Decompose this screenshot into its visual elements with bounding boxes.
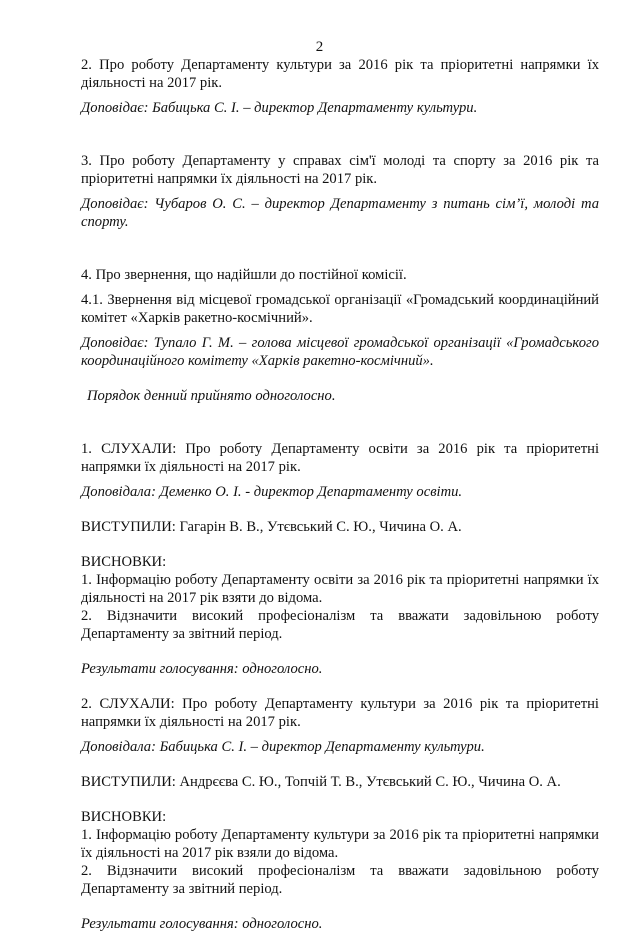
conclusion-item: 2. Відзначити високий професіоналізм та вважати задовільною роботу Департаменту за звітний період. — [81, 863, 599, 897]
section-speaker: Доповідала: Деменко О. І. - директор Департаменту освіти. — [81, 484, 463, 500]
agenda-adopted: Порядок денний прийнято одноголосно. — [87, 388, 336, 404]
conclusion-item: 1. Інформацію роботу Департаменту культури за 2016 рік та пріоритетні напрямки їх діяльності на 2017 рік взяли до відома. — [81, 827, 599, 861]
heard-item: 2. СЛУХАЛИ: Про роботу Департаменту культури за 2016 рік та пріоритетні напрямки їх діяльності на 2017 рік. — [81, 696, 599, 730]
agenda-speaker: Доповідає: Бабицька С. І. – директор Департаменту культури. — [81, 100, 478, 116]
conclusions-heading: ВИСНОВКИ: — [81, 554, 167, 570]
spoke-item: ВИСТУПИЛИ: Гагарін В. В., Утєвський С. Ю., Чичина О. А. — [81, 519, 462, 535]
agenda-speaker: Доповідає: Чубаров О. С. – директор Департаменту з питань сім’ї, молоді та спорту. — [81, 196, 599, 230]
appeals-speaker: Доповідає: Тупало Г. М. – голова місцевої громадської організації «Громадського координаційного комітету «Харків ракетно-космічний». — [81, 335, 599, 369]
agenda-item: 2. Про роботу Департаменту культури за 2016 рік та пріоритетні напрямки їх діяльності на 2017 рік. — [81, 57, 599, 91]
appeals-heading: 4. Про звернення, що надійшли до постійної комісії. — [81, 267, 407, 283]
vote-result: Результати голосування: одноголосно. — [81, 916, 323, 932]
section-speaker: Доповідала: Бабицька С. І. – директор Департаменту культури. — [81, 739, 485, 755]
spoke-item: ВИСТУПИЛИ: Андрєєва С. Ю., Топчій Т. В., Утєвський С. Ю., Чичина О. А. — [81, 774, 561, 790]
appeals-item: 4.1. Звернення від місцевої громадської організації «Громадський координаційний комітет «Харків ракетно-космічний». — [81, 292, 599, 326]
page-number: 2 — [315, 39, 324, 55]
conclusions-heading: ВИСНОВКИ: — [81, 809, 167, 825]
agenda-item: 3. Про роботу Департаменту у справах сім'ї молоді та спорту за 2016 рік та пріоритетні напрямки їх діяльності на 2017 рік. — [81, 153, 599, 187]
heard-item: 1. СЛУХАЛИ: Про роботу Департаменту освіти за 2016 рік та пріоритетні напрямки їх діяльності на 2017 рік. — [81, 441, 599, 475]
vote-result: Результати голосування: одноголосно. — [81, 661, 323, 677]
conclusion-item: 2. Відзначити високий професіоналізм та вважати задовільною роботу Департаменту за звітний період. — [81, 608, 599, 642]
document-body — [81, 56, 599, 933]
conclusion-item: 1. Інформацію роботу Департаменту освіти за 2016 рік та пріоритетні напрямки їх діяльності на 2017 рік взяти до відома. — [81, 572, 599, 606]
